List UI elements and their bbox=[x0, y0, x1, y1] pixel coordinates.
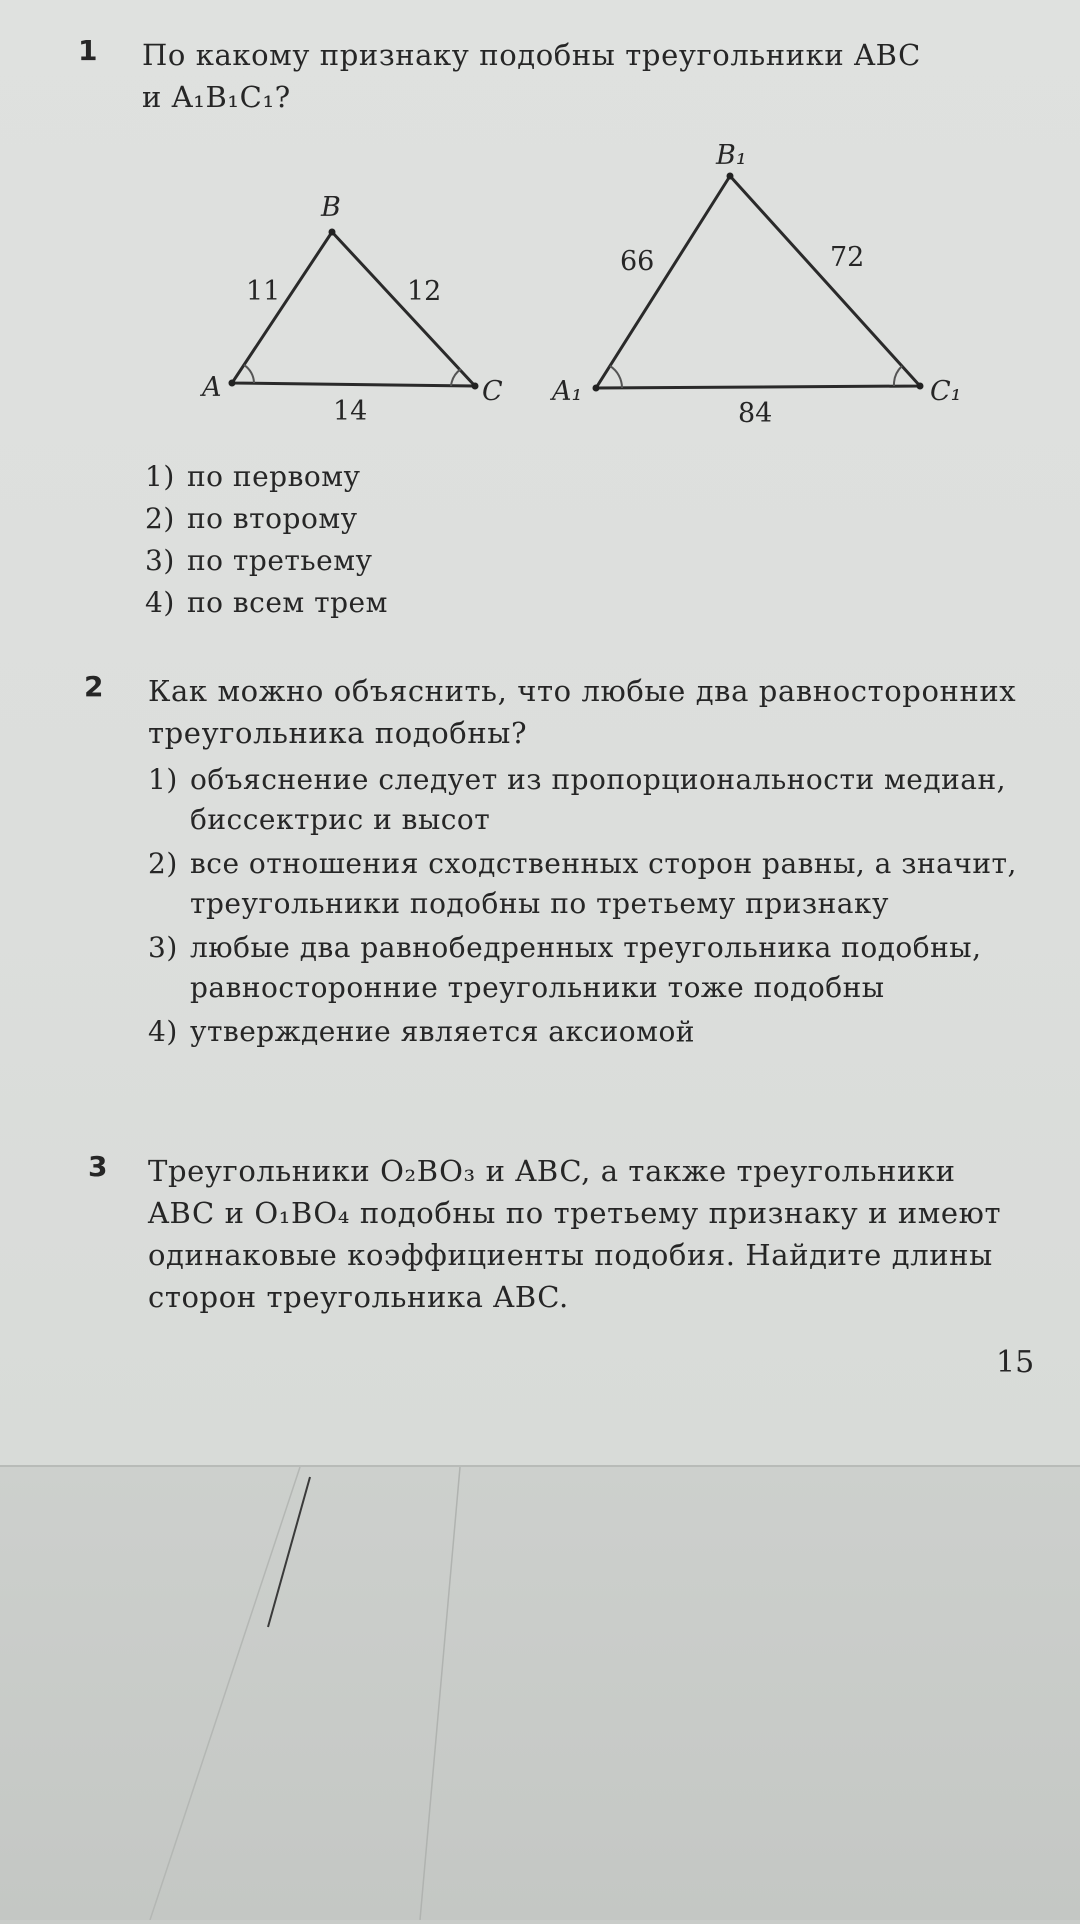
surface-lines bbox=[0, 1467, 1080, 1920]
option-text: по первому bbox=[187, 460, 361, 493]
task-question-line: По какому признаку подобны треугольники ABC bbox=[142, 38, 921, 72]
answer-option[interactable] bbox=[145, 540, 1067, 582]
option-text: утверждение является аксиомой bbox=[190, 1015, 695, 1048]
side-label-a1b1: 66 bbox=[620, 246, 655, 277]
vertex-point bbox=[229, 380, 236, 387]
angle-a-mark bbox=[244, 365, 254, 383]
option-number: 1) bbox=[145, 460, 175, 493]
vertex-label-b: B bbox=[321, 192, 341, 223]
vertex-label-a: A bbox=[202, 372, 222, 403]
answer-option[interactable] bbox=[145, 582, 1067, 624]
task-1-options bbox=[145, 456, 1067, 624]
vertex-point bbox=[917, 383, 924, 390]
surface-crease bbox=[420, 1467, 460, 1920]
task-question: Как можно объяснить, что любые два равносторонних треугольника подобны? bbox=[148, 674, 1017, 750]
option-number: 3) bbox=[145, 544, 175, 577]
option-number: 4) bbox=[145, 586, 175, 619]
answer-option[interactable] bbox=[145, 456, 1067, 498]
task-question-line: и A₁B₁C₁? bbox=[142, 80, 291, 114]
vertex-label-c: C bbox=[482, 376, 503, 407]
vertex-label-c1: C₁ bbox=[930, 376, 962, 407]
answer-option[interactable] bbox=[148, 760, 1070, 840]
side-label-ab: 11 bbox=[246, 276, 281, 307]
angle-c-mark bbox=[451, 369, 461, 386]
option-text: все отношения сходственных сторон равны, а значит, треугольники подобны по третьему признаку bbox=[190, 847, 1017, 920]
surface-crease bbox=[150, 1467, 300, 1920]
page-number: 15 bbox=[996, 1345, 1035, 1380]
triangle-a1b1c1-outline bbox=[596, 176, 920, 388]
vertex-point bbox=[727, 173, 734, 180]
triangle-abc bbox=[199, 192, 503, 427]
task-2-options bbox=[148, 760, 1070, 1052]
vertex-label-b1: B₁ bbox=[716, 140, 747, 171]
task-number: 1 bbox=[78, 34, 98, 67]
triangle-abc-outline bbox=[232, 232, 475, 386]
option-number: 4) bbox=[148, 1015, 178, 1048]
answer-option[interactable] bbox=[148, 844, 1070, 924]
task-number: 2 bbox=[84, 670, 104, 703]
option-number: 2) bbox=[148, 847, 178, 880]
option-number: 1) bbox=[148, 763, 178, 796]
option-number: 2) bbox=[145, 502, 175, 535]
background-surface bbox=[0, 1467, 1080, 1920]
triangles-figure bbox=[0, 0, 1080, 460]
side-label-a1c1: 84 bbox=[738, 398, 773, 429]
option-text: по третьему bbox=[187, 544, 373, 577]
triangle-a1b1c1 bbox=[549, 140, 961, 429]
angle-c1-mark bbox=[894, 366, 902, 386]
vertex-label-a1: A₁ bbox=[552, 376, 583, 407]
answer-option[interactable] bbox=[148, 1012, 1070, 1052]
vertex-point bbox=[593, 385, 600, 392]
side-label-ac: 14 bbox=[333, 396, 368, 427]
side-label-bc: 12 bbox=[407, 276, 442, 307]
option-text: по всем трем bbox=[187, 586, 388, 619]
vertex-point bbox=[329, 229, 336, 236]
angle-a1-mark bbox=[610, 366, 622, 388]
option-text: по второму bbox=[187, 502, 358, 535]
option-text: любые два равнобедренных треугольника подобны, равносторонние треугольники тоже подобны bbox=[190, 931, 982, 1004]
vertex-point bbox=[472, 383, 479, 390]
answer-option[interactable] bbox=[148, 928, 1070, 1008]
task-number: 3 bbox=[88, 1150, 108, 1183]
option-number: 3) bbox=[148, 931, 178, 964]
side-label-b1c1: 72 bbox=[830, 242, 865, 273]
task-question: Треугольники O₂BO₃ и ABC, а также треугольники ABC и O₁BO₄ подобны по третьему признаку и имеют одинаковые коэффициенты подобия. Найдите длины сторон треугольника ABC. bbox=[148, 1154, 1002, 1314]
answer-option[interactable] bbox=[145, 498, 1067, 540]
option-text: объяснение следует из пропорциональности медиан, биссектрис и высот bbox=[190, 763, 1007, 836]
